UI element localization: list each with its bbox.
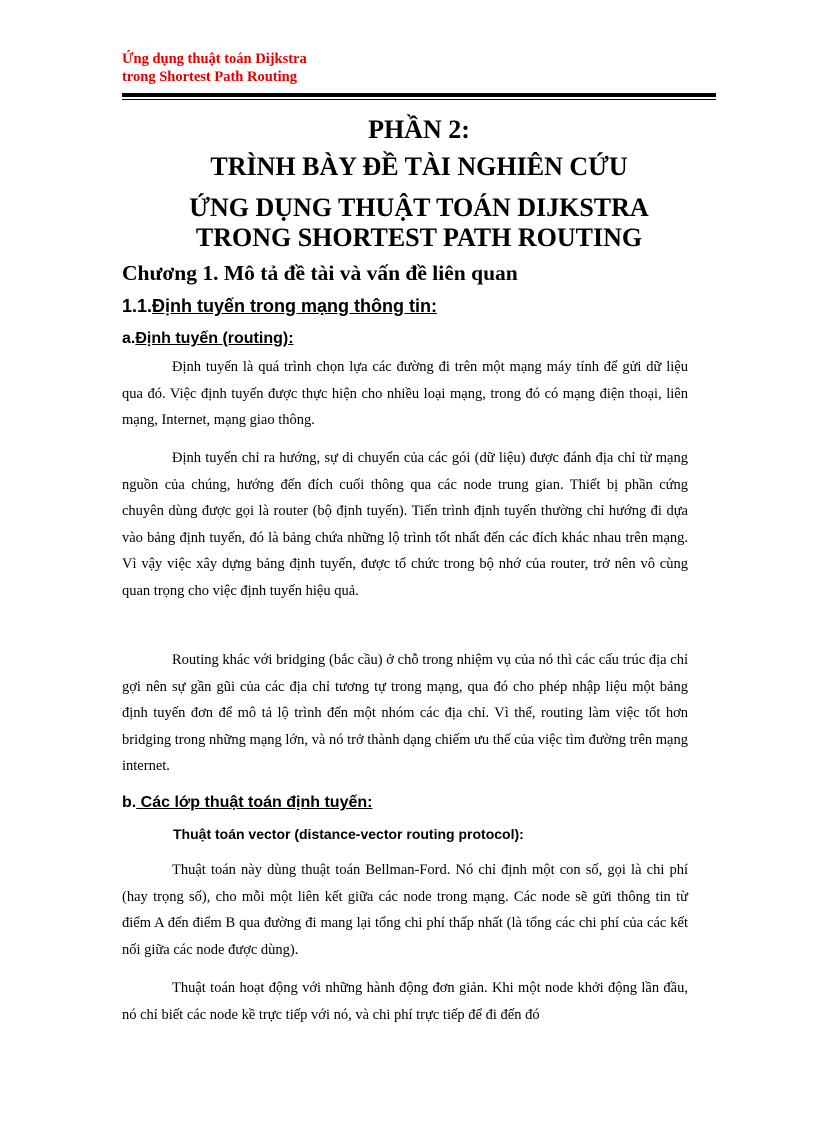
section-number: 1.1. [122, 296, 153, 316]
subsection-b-letter: b. [122, 794, 137, 811]
part-title-line-1: TRÌNH BÀY ĐỀ TÀI NGHIÊN CỨU [210, 152, 628, 181]
algorithm-heading: Thuật toán vector (distance-vector routing protocol): [173, 826, 524, 842]
part-title-line-3: TRONG SHORTEST PATH ROUTING [195, 223, 643, 252]
subsection-a-title: Định tuyến (routing): [135, 330, 294, 347]
section-title: Định tuyến trong mạng thông tin: [152, 296, 437, 316]
subsection-b-title: Các lớp thuật toán định tuyến: [136, 794, 373, 811]
subsection-a-letter: a. [122, 330, 136, 347]
running-header [122, 50, 307, 86]
subsection-a-heading [122, 330, 294, 348]
running-header-line-2: trong Shortest Path Routing [122, 69, 297, 85]
running-header-line-1: Ứng dụng thuật toán Dijkstra [122, 51, 307, 67]
header-rule-thin [122, 99, 716, 100]
paragraph-routing-definition: Định tuyến là quá trình chọn lựa các đường đi trên một mạng máy tính để gửi dữ liệu qua đó. Việc định tuyến được thực hiện cho nhiều loại mạng, trong đó có mạng điện thoại, liên mạng, Internet, mạng giao thông. [122, 359, 688, 428]
subsection-b-heading [122, 794, 372, 812]
header-rule-thick [122, 93, 716, 97]
part-label: PHẦN 2: [368, 115, 470, 144]
chapter-heading: Chương 1. Mô tả đề tài và vấn đề liên quan [122, 261, 518, 285]
paragraph-algorithm-operation: Thuật toán hoạt động với những hành động đơn giản. Khi một node khởi động lần đầu, nó chỉ biết các node kề trực tiếp với nó, và chi phí trực tiếp để đi đến đó [122, 980, 688, 1023]
paragraph-bellman-ford: Thuật toán này dùng thuật toán Bellman-Ford. Nó chỉ định một con số, gọi là chi phí (hay trọng số), cho mỗi một liên kết giữa các node trong mạng. Các node sẽ gửi thông tin từ điểm A đến điểm B qua đường đi mang lại tổng chi phí thấp nhất (là tổng các chi phí của các kết nối giữa các node được dùng). [122, 862, 688, 958]
paragraph-routing-vs-bridging: Routing khác với bridging (bắc cầu) ở chỗ trong nhiệm vụ của nó thì các cấu trúc địa chỉ gợi nên sự gần gũi của các địa chỉ tương tự trong mạng, qua đó cho phép nhập liệu một bảng định tuyến đơn để mô tả lộ trình đến một nhóm các địa chỉ. Vì thế, routing làm việc tốt hơn bridging trong những mạng lớn, và nó trở thành dạng chiếm ưu thế của việc tìm đường trên mạng internet. [122, 652, 688, 774]
section-heading [122, 296, 437, 317]
paragraph-routing-direction: Định tuyến chỉ ra hướng, sự di chuyển của các gói (dữ liệu) được đánh địa chỉ từ mạng nguồn của chúng, hướng đến đích cuối thông qua các node trung gian. Thiết bị phần cứng chuyên dùng được gọi là router (bộ định tuyến). Tiến trình định tuyến thường chỉ hướng đi dựa vào bảng định tuyến, đó là bảng chứa những lộ trình tốt nhất đến các đích khác nhau trên mạng. Vì vậy việc xây dựng bảng định tuyến, được tổ chức trong bộ nhớ của router, trở nên vô cùng quan trọng cho việc định tuyến hiệu quả. [122, 450, 688, 599]
part-title-line-2: ỨNG DỤNG THUẬT TOÁN DIJKSTRA [189, 193, 649, 222]
